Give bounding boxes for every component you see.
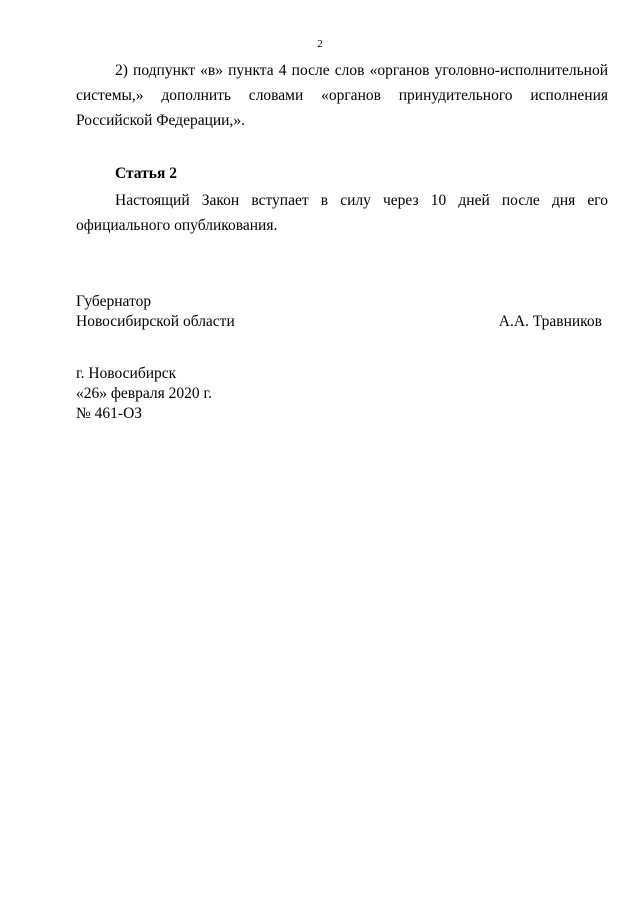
law-number: № 461-ОЗ — [76, 405, 143, 422]
signatory-name: А.А. Травников — [498, 313, 602, 330]
place-date-block — [76, 364, 212, 424]
article-heading: Статья 2 — [115, 165, 177, 182]
signatory-title-line-2: Новосибирской области — [76, 313, 235, 330]
place: г. Новосибирск — [76, 365, 177, 382]
signature-block — [76, 292, 602, 332]
amendment-paragraph: 2) подпункт «в» пункта 4 после слов «органов уголовно-исполнительной системы,» дополнить словами «органов принудительного исполнения Российской Федерации,». — [76, 62, 608, 129]
signing-date: «26» февраля 2020 г. — [76, 385, 212, 402]
page-number: 2 — [317, 38, 323, 50]
signature-row — [76, 312, 602, 332]
signatory-title-line-1: Губернатор — [76, 293, 152, 310]
effective-date-paragraph: Настоящий Закон вступает в силу через 10 дней после дня его официального опубликования. — [76, 192, 608, 234]
